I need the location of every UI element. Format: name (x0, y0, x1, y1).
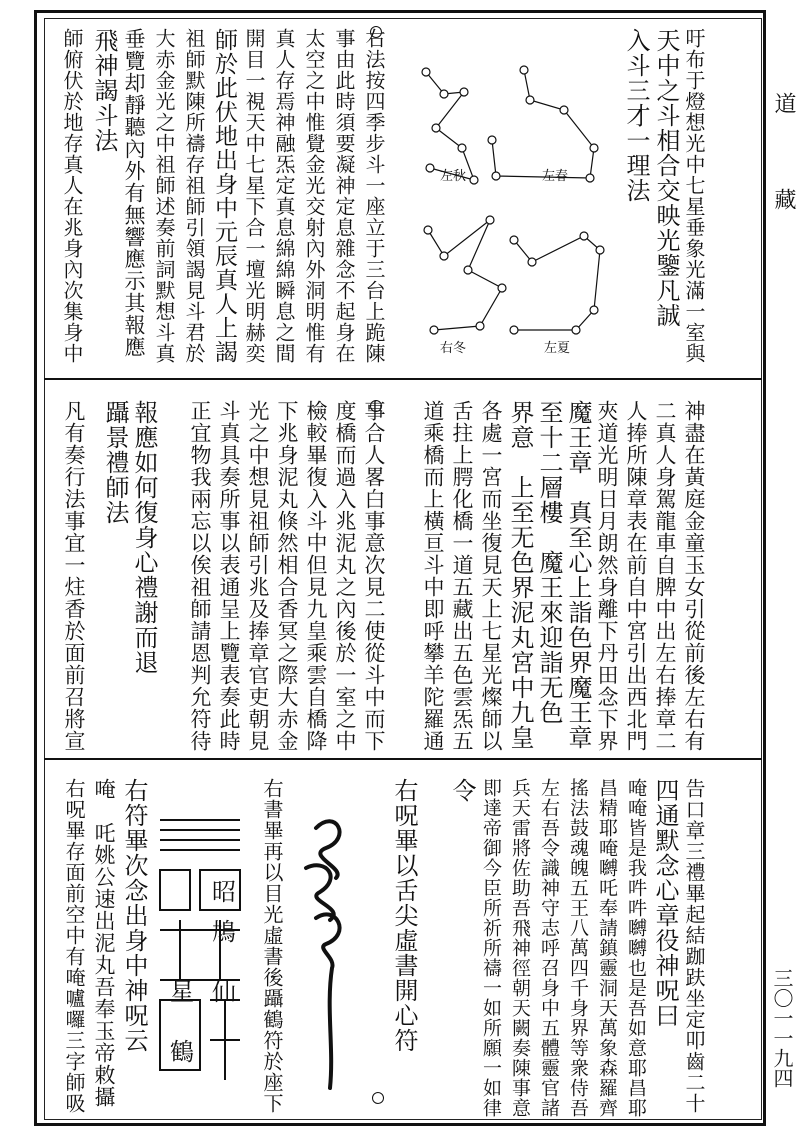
text-column: 下兆身泥丸倏然相合香冥之際大赤金 (275, 400, 299, 752)
dipper-summer (514, 236, 600, 330)
text-column: 夾道光明日月朗然身離下丹田念下界 (595, 400, 619, 752)
page-number: 三〇一一九四 (770, 968, 794, 1088)
circle-mark (370, 400, 382, 412)
talisman-char: 昭 (212, 880, 236, 906)
diagram-label: 左秋 (440, 168, 467, 183)
text-column: 昌精耶唵嚩吒奉請鎮靈洞天萬象森羅齊 (596, 778, 618, 1118)
diagram-label: 右冬 (440, 340, 467, 355)
circle-mark (372, 1092, 384, 1104)
diagram-label: 左春 (542, 168, 569, 183)
text-column: 二真人身駕龍車自脾中出左右捧章二 (653, 400, 677, 752)
text-column: 光之中想見祖師引兆及捧章官吏朝見 (246, 400, 270, 752)
text-column: 師俯伏於地存真人在兆身內次集身中 (60, 28, 84, 364)
diagram-label: 左夏 (544, 340, 571, 355)
text-column: 神盡在黃庭金童玉女引從前後左右有 (682, 400, 706, 752)
dipper-winter (428, 220, 502, 330)
text-column: 事合人畧白事意次見二使從斗中而下 (362, 400, 386, 752)
text-column: 魔王章 真至心上詣色界魔王章 (564, 400, 592, 750)
text-column: 右呪畢以舌尖虛書開心符 (390, 778, 418, 1053)
text-column: 凡有奏行法事宜一炷香於面前召將宣 (62, 400, 86, 752)
text-column: 吁布于燈想光中七星垂象光滿一室與 (682, 28, 706, 364)
text-column: 人捧所陳章表在前自中宮引出西北門 (624, 400, 648, 752)
text-column: 天中之斗相合交映光鑒凡誠 (652, 28, 680, 328)
text-column: 躡景禮師法 (101, 400, 129, 525)
text-column: 入斗三才一理法 (622, 28, 650, 203)
text-column: 搖法鼓魂魄五王八萬四千身界等衆侍吾 (567, 778, 589, 1118)
talisman-char: 鳩 (212, 920, 236, 946)
text-column: 大赤金光之中祖師述奏前詞默想斗真 (152, 28, 176, 364)
text-column: 兵天雷將佐助吾飛神徑朝天闕奏陳事意 (509, 778, 531, 1118)
text-column: 唵唵皆是我吽吽嚩嚩也是吾如意耶昌耶 (625, 778, 647, 1118)
text-column: 垂覽却靜聽內外有無響應示其報應 (122, 28, 146, 358)
text-column: 左右吾令識神守志呼召身中五體靈官諸 (538, 778, 560, 1118)
text-column: 師於此伏地出身中元辰真人上謁 (211, 28, 237, 364)
circle-mark (370, 26, 382, 38)
text-column: 四通默念心章役神呪曰 (651, 778, 679, 1028)
text-column: 真人存焉神融炁定真息綿綿瞬息之間 (272, 28, 296, 364)
text-column: 報應如何復身心禮謝而退 (130, 400, 158, 675)
text-column: 界意 上至无色界泥丸宮中九皇 (506, 400, 534, 750)
text-column: 令 (448, 778, 476, 803)
section-divider (44, 758, 762, 760)
text-column: 即達帝御今臣所祈所禱一如所願一如律 (480, 778, 502, 1118)
text-column: 檢較畢復入斗中但見九皇乘雲自橋降 (304, 400, 328, 752)
text-column: 右書畢再以目光虛書後躡鶴符於座下 (260, 778, 284, 1114)
talisman-char: 鶴 (170, 1040, 194, 1066)
text-column: 度橋而過入兆泥丸之內後於一室之中 (333, 400, 357, 752)
text-column: 告口章三禮畢起結跏趺坐定叩齒二十 (682, 778, 706, 1114)
text-column: 斗真具奏所事以表通呈上覽表奏此時 (217, 400, 241, 752)
text-column: 祖師默陳所禱存祖師引領謁見斗君於 (182, 28, 206, 364)
text-column: 開目一視天中七星下合一壇光明赫奕 (242, 28, 266, 364)
talisman-char: 仙 (212, 980, 236, 1006)
big-dipper-diagrams (404, 30, 648, 360)
text-column: 道乘橋而上橫亘斗中即呼攀羊陀羅通 (421, 400, 445, 752)
crane-talisman-drawing (296, 808, 366, 1098)
text-column: 唵 吒姚公速出泥丸吾奉玉帝敕攝 (92, 778, 116, 1108)
side-title-char: 道 (771, 92, 796, 114)
dipper-spring (492, 70, 594, 178)
text-column: 太空之中惟覺金光交射內外洞明惟有 (302, 28, 326, 364)
text-column: 右呪畢存面前空中有唵嚧囉三字師吸 (62, 778, 86, 1114)
side-title-char: 藏 (771, 188, 796, 210)
text-column: 右符畢次念出身中神呪云 (120, 778, 148, 1053)
text-column: 正宜物我兩忘以俟祖師請恩判允符待 (188, 400, 212, 752)
text-column: 舌拄上腭化橋一道五藏出五色雲炁五 (450, 400, 474, 752)
section-divider (44, 378, 762, 380)
text-column: 各處一宮而坐復見天上七星光燦師以 (479, 400, 503, 752)
text-column: 至十二層樓 魔王來迎詣无色 (535, 400, 563, 725)
talisman-char: 星 (170, 980, 194, 1006)
text-column: 飛神謁斗法 (90, 28, 118, 153)
text-column: 事由此時須要凝神定息雜念不起身在 (332, 28, 356, 364)
text-column: 右法按四季步斗一座立于三台上跪陳 (362, 28, 386, 364)
heart-opening-talisman (150, 800, 250, 1100)
